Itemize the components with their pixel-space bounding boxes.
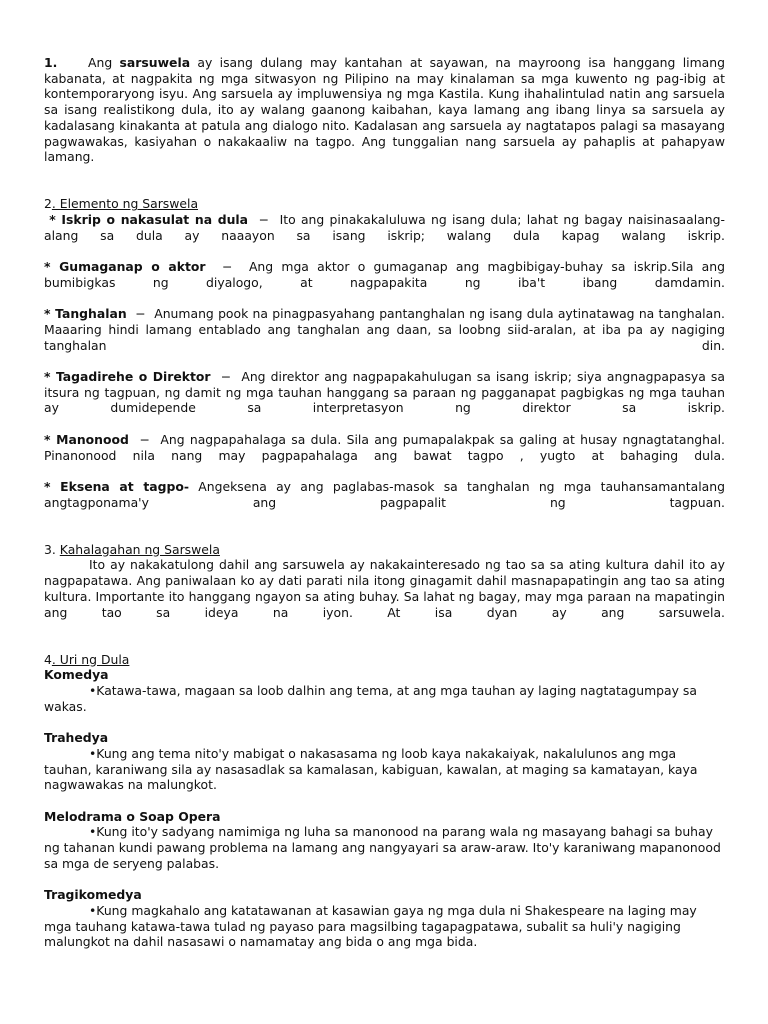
element-text: Angeksena ay ang paglabas-masok sa tanghalan ng mga tauhansamantalang angtagponama'y ang pagpapalit ng tagpuan.: [44, 478, 725, 510]
element-item: [44, 369, 725, 432]
drama-type-text: •Kung ang tema nito'y mabigat o nakasasama ng loob kaya nakakaiyak, nakalulunos ang mga tauhan, karaniwang sila ay nasasadlak sa kamalasan, kabiguan, kawalan, at maging sa kamatayan, kaya nagwawakas na malungkot.: [44, 745, 698, 793]
dash: −: [222, 259, 233, 275]
section-3-title: Kahalagahan ng Sarswela: [59, 541, 220, 557]
element-term: * Iskrip o nakasulat na dula: [49, 212, 249, 228]
drama-type-name: Komedya: [44, 667, 109, 683]
drama-type-text: •Katawa-tawa, magaan sa loob dalhin ang tema, at ang mga tauhan ay laging nagtatagumpay sa wakas.: [44, 683, 697, 714]
section-1-number: 1.: [44, 55, 58, 70]
element-item: [44, 259, 725, 306]
section-2-heading: [44, 196, 725, 212]
dash: −: [135, 306, 146, 322]
drama-type-text: •Kung ito'y sadyang namimiga ng luha sa manonood na parang wala ng masayang bahagi sa buhay ng tahanan kundi pawang problema na lamang ang nangyayari sa araw-araw. Ito'y karaniwang mapanonood sa mga de seryeng palabas.: [44, 824, 721, 871]
element-term: * Tagadirehe o Direktor: [44, 369, 211, 385]
element-item: [44, 479, 725, 526]
section-1-text: ay isang dulang may kantahan at sayawan, na mayroong isa hanggang limang kabanata, at nagpakita ng mga sitwasyon ng Pilipino na may kinalaman sa mga kuwento ng pag-ibig at kontemporaryong isyu. Ang sarsuela ay impluwensiya ng mga Kastila. Kung ihahalintulad natin ang sarsuela sa isang realistikong dula, ito ay walang gaanong kaibahan, kaya lamang ang ibang linya sa sarsuela ay kadalasang kinakanta at patula ang dialogo nito. Kadalasan ang sarsuela ay nagtatapos palagi sa masayang pagwawakas, kasiyahan o nakakaaliw na tagpo. Ang tunggalian nang sarsuela ay pahaplis at pahapyaw lamang.: [44, 55, 725, 165]
dash: −: [220, 369, 232, 385]
drama-type-text: •Kung magkahalo ang katatawanan at kasawian gaya ng mga dula ni Shakespeare na laging may mga tauhang katawa-tawa tulad ng payaso para magsilbing tagapagpatawa, subalit sa huli'y nagiging malungkot na dahil nasasawi o namamatay ang bida o ang mga bida.: [44, 902, 697, 950]
section-1-lead: Ang: [88, 55, 113, 70]
section-1-term: sarsuwela: [119, 55, 191, 70]
section-2-title: . Elemento ng Sarswela: [51, 196, 199, 212]
dash: −: [258, 212, 269, 228]
section-1-paragraph: [44, 55, 725, 181]
document-body: [44, 55, 725, 950]
section-4-title: . Uri ng Dula: [51, 651, 130, 667]
section-4-heading: [44, 652, 725, 668]
drama-type-name: Tragikomedya: [44, 887, 142, 903]
element-term: * Manonood: [44, 431, 129, 447]
element-term: * Tanghalan: [44, 306, 127, 322]
section-3-paragraph: [44, 557, 725, 636]
element-text: Ang mga aktor o gumaganap ang magbibigay-buhay sa iskrip.Sila ang bumibigkas ng diyalogo, at nagpapakita ng iba't ibang damdamin.: [44, 259, 725, 290]
dash: −: [139, 431, 150, 447]
section-4-number: 4: [44, 651, 52, 667]
element-item: [44, 212, 725, 259]
section-3-number: 3.: [44, 541, 56, 557]
section-3-text: Ito ay nakakatulong dahil ang sarsuwela ay nakakainteresado ng tao sa sa ating kultura dahil ito ay nagpapatawa. Ang paniwalaan ko ay dati parati nila itong ginagamit dahil masnapapatingin ang tao sa ating kultura. Importante ito hanggang ngayon sa ating buhay. Sa lahat ng bagay, may mga paraan na mapatingin ang tao sa ideya na iyon. At isa dyan ay ang sarsuwela.: [44, 557, 725, 620]
section-3-heading: [44, 542, 725, 558]
drama-type-name: Trahedya: [44, 730, 109, 746]
element-text: Ito ang pinakakaluluwa ng isang dula; lahat ng bagay naisinasaalang-alang sa dula ay naaayon sa isang iskrip; walang dula kapag walang iskrip.: [44, 212, 725, 243]
element-item: [44, 432, 725, 479]
element-text: Ang direktor ang nagpapakahulugan sa isang iskrip; siya angnagpapasya sa itsura ng tagpuan, ng damit ng mga tauhan hanggang sa paraan ng pagganapat pagbigkas ng mga tauhan ay dumidepende sa interpretasyon ng direktor sa iskrip.: [44, 369, 725, 416]
element-term: * Gumaganap o aktor: [44, 259, 206, 275]
element-text: Ang nagpapahalaga sa dula. Sila ang pumapalakpak sa galing at husay ngnagtatanghal. Pinanonood nila nang may pagpapahalaga ang bawat tagpo , yugto at bahaging dula.: [44, 431, 725, 463]
element-term: * Eksena at tagpo-: [44, 478, 190, 494]
element-item: [44, 306, 725, 369]
element-text: Anumang pook na pinagpasyahang pantanghalan ng isang dula aytinatawag na tanghalan. Maaaring hindi lamang entablado ang tanghalan ang daan, sa loobng siid-aralan, at iba pa ay nagiging tanghalan din.: [44, 306, 725, 353]
section-2-number: 2: [44, 196, 52, 212]
drama-type-name: Melodrama o Soap Opera: [44, 808, 221, 824]
